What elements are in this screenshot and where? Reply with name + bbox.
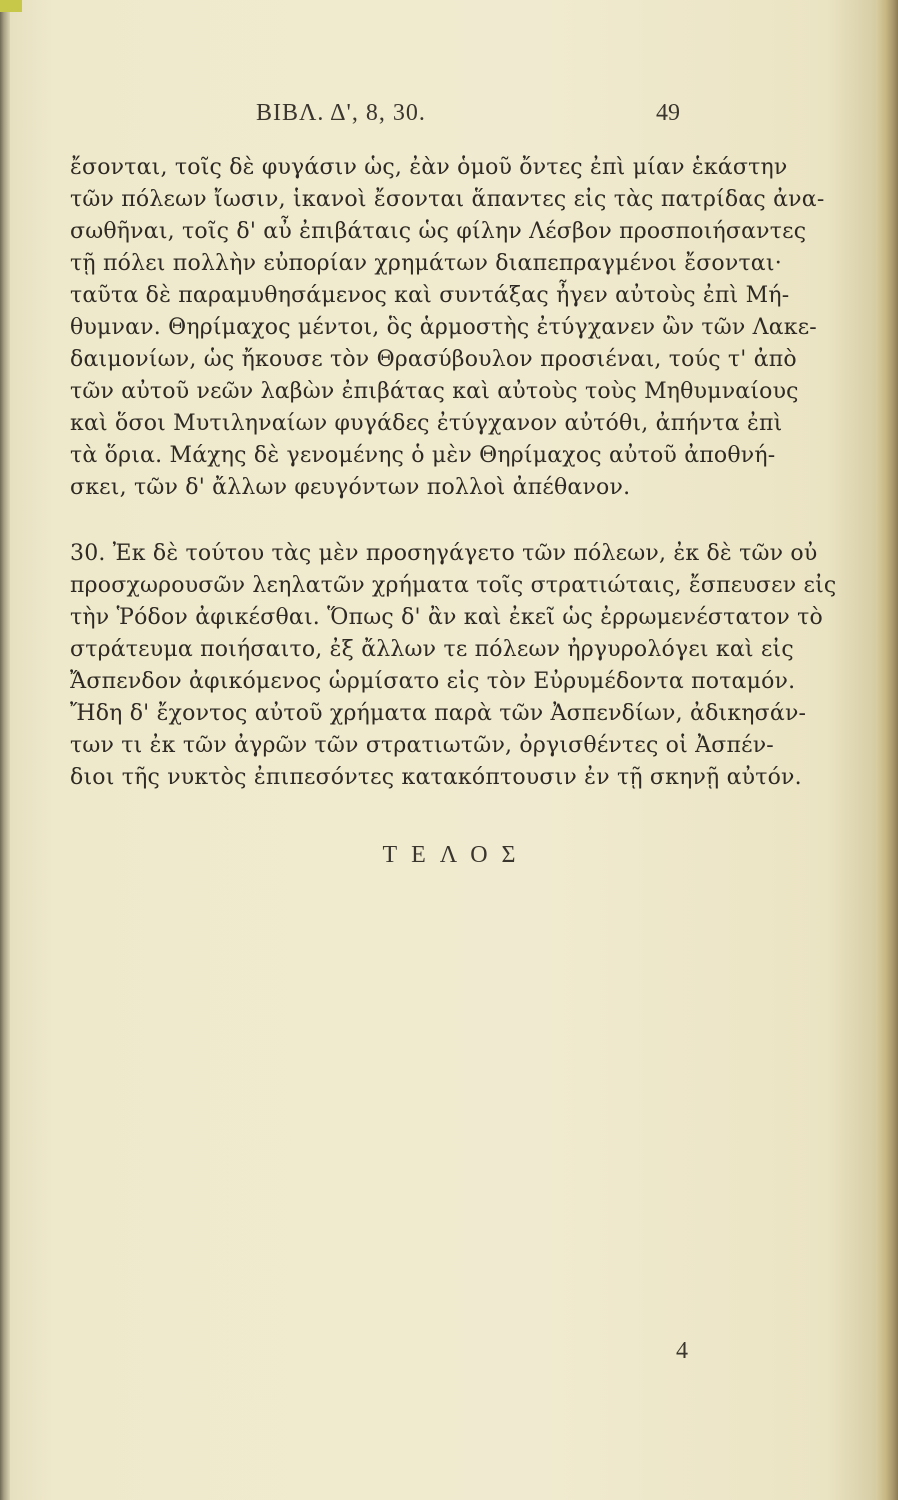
text-line: 30. Ἐκ δὲ τούτου τὰς μὲν προσηγάγετο τῶν πόλεων, ἐκ δὲ τῶν οὐ — [70, 541, 818, 566]
text-line: τὰ ὅρια. Μάχης δὲ γενομένης ὁ μὲν Θηρίμαχος αὐτοῦ ἀποθνή- — [70, 443, 776, 468]
page-number: 49 — [656, 100, 680, 126]
text-line: δαιμονίων, ὡς ἤκουσε τὸν Θρασύβουλον προσιέναι, τούς τ' ἀπὸ — [70, 347, 797, 372]
text-line: των τι ἐκ τῶν ἀγρῶν τῶν στρατιωτῶν, ὀργισθέντες οἱ Ἀσπέν- — [70, 733, 774, 758]
text-line: τῶν πόλεων ἴωσιν, ἱκανοὶ ἔσονται ἅπαντες εἰς τὰς πατρίδας ἀνα- — [70, 187, 825, 212]
text-line: Ἄσπενδον ἀφικόμενος ὡρμίσατο εἰς τὸν Εὐρυμέδοντα ποταμόν. — [70, 669, 796, 694]
corner-color-mark — [0, 0, 22, 12]
signature-mark: 4 — [676, 1338, 688, 1364]
text-line: σωθῆναι, τοῖς δ' αὖ ἐπιβάταις ὡς φίλην Λέσβον προσποιήσαντες — [70, 219, 807, 244]
paragraph-1 — [70, 152, 825, 504]
running-title: ΒΙΒΛ. Δ', 8, 30. — [256, 100, 426, 126]
text-line: τῇ πόλει πολλὴν εὐπορίαν χρημάτων διαπεπραγμένοι ἔσονται· — [70, 251, 782, 276]
paragraph-2 — [70, 538, 837, 794]
end-word: ΤΕΛΟΣ — [382, 842, 530, 868]
text-line: διοι τῆς νυκτὸς ἐπιπεσόντες κατακόπτουσιν ἐν τῇ σκηνῇ αὐτόν. — [70, 765, 802, 790]
text-line: στράτευμα ποιήσαιτο, ἐξ ἄλλων τε πόλεων ἠργυρολόγει καὶ εἰς — [70, 637, 794, 662]
text-line: θυμναν. Θηρίμαχος μέντοι, ὃς ἁρμοστὴς ἐτύγχανεν ὢν τῶν Λακε- — [70, 315, 817, 340]
running-head — [0, 100, 898, 136]
text-line: τῶν αὐτοῦ νεῶν λαβὼν ἐπιβάτας καὶ αὐτοὺς τοὺς Μηθυμναίους — [70, 379, 799, 404]
text-line: Ἤδη δ' ἔχοντος αὐτοῦ χρήματα παρὰ τῶν Ἀσπενδίων, ἀδικησάν- — [70, 701, 807, 726]
page-gutter-shadow — [0, 0, 10, 1500]
text-line: ἔσονται, τοῖς δὲ φυγάσιν ὡς, ἐὰν ὁμοῦ ὄντες ἐπὶ μίαν ἑκάστην — [70, 155, 788, 180]
page-fore-edge — [876, 0, 898, 1500]
text-line: καὶ ὅσοι Μυτιληναίων φυγάδες ἐτύγχανον αὐτόθι, ἀπήντα ἐπὶ — [70, 411, 783, 436]
text-line: τὴν Ῥόδον ἀφικέσθαι. Ὅπως δ' ἂν καὶ ἐκεῖ ὡς ἐρρωμενέστατον τὸ — [70, 605, 823, 630]
text-line: σκει, τῶν δ' ἄλλων φευγόντων πολλοὶ ἀπέθανον. — [70, 475, 631, 500]
text-line: ταῦτα δὲ παραμυθησάμενος καὶ συντάξας ἦγεν αὐτοὺς ἐπὶ Μή- — [70, 283, 790, 308]
text-line: προσχωρουσῶν λεηλατῶν χρήματα τοῖς στρατιώταις, ἔσπευσεν εἰς — [70, 573, 837, 598]
